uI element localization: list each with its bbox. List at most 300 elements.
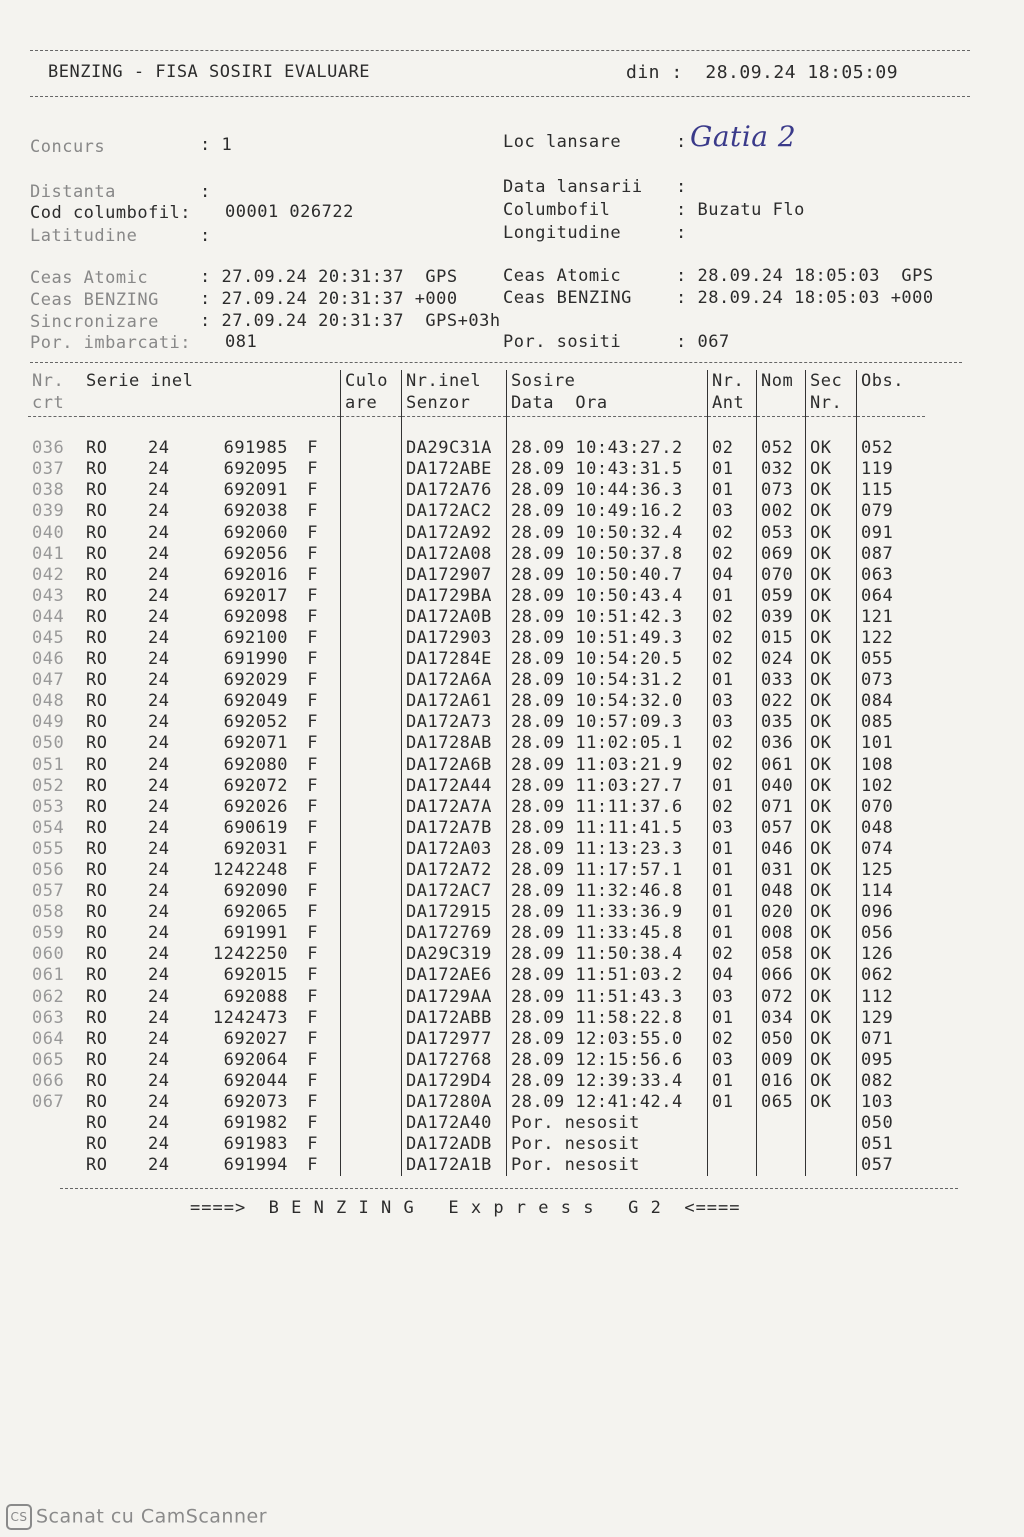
nom-cell: 071: [757, 797, 806, 818]
culoare-cell: [341, 755, 402, 776]
culoare-cell: [341, 1092, 402, 1113]
ring-year: 24: [148, 459, 170, 480]
ring-series: [82, 586, 341, 607]
table-row: [28, 1029, 925, 1050]
ant-cell: 01: [708, 881, 757, 902]
culoare-cell: [341, 586, 402, 607]
row-number: 054: [32, 817, 65, 838]
senzor-cell: DA172AE6: [402, 965, 507, 986]
row-number: 065: [32, 1049, 65, 1070]
ring-year: 24: [148, 585, 170, 606]
ring-sex: F: [307, 902, 318, 923]
row-number: 048: [32, 691, 65, 712]
ant-cell: 02: [708, 649, 757, 670]
ring-series: [82, 649, 341, 670]
row-number: 066: [32, 1070, 65, 1091]
ring-sex: F: [307, 1092, 318, 1113]
nom-cell: 015: [757, 628, 806, 649]
ring-sex: F: [307, 923, 318, 944]
culoare-cell: [341, 628, 402, 649]
sosire-cell: 28.09 10:50:32.4: [507, 522, 708, 543]
nom-cell: 016: [757, 1071, 806, 1092]
ring-series: [82, 480, 341, 501]
ring-year: 24: [148, 733, 170, 754]
obs-cell: 125: [857, 860, 926, 881]
table-row: [28, 544, 925, 565]
sec-cell: OK: [806, 1029, 857, 1050]
ring-sex: F: [307, 775, 318, 796]
ring-series: [82, 860, 341, 881]
ring-series: [82, 628, 341, 649]
table-row: [28, 1071, 925, 1092]
ring-year: 24: [148, 712, 170, 733]
ring-series: [82, 1155, 341, 1176]
ceas-benzing-label: Ceas BENZING: [30, 290, 159, 310]
ring-sex: F: [307, 585, 318, 606]
obs-cell: 126: [857, 944, 926, 965]
sec-cell: OK: [806, 1008, 857, 1029]
header-dash-line: [30, 96, 970, 97]
table-row: [28, 480, 925, 501]
ring-sex: F: [307, 1070, 318, 1091]
ring-country: RO: [86, 480, 108, 501]
ring-year: 24: [148, 902, 170, 923]
culoare-cell: [341, 1155, 402, 1176]
culoare-cell: [341, 607, 402, 628]
loc-lansare-label: Loc lansare: [503, 132, 622, 152]
ant-cell: 03: [708, 501, 757, 522]
table-row: [28, 860, 925, 881]
row-number: 040: [32, 522, 65, 543]
ant-cell: 02: [708, 607, 757, 628]
sosire-cell: Por. nesosit: [507, 1113, 708, 1134]
ring-year: 24: [148, 501, 170, 522]
ring-sex: F: [307, 965, 318, 986]
culoare-cell: [341, 1050, 402, 1071]
ring-number: 692072: [223, 775, 288, 796]
sosire-cell: 28.09 10:54:20.5: [507, 649, 708, 670]
senzor-cell: DA172A61: [402, 691, 507, 712]
sec-cell: OK: [806, 649, 857, 670]
ant-cell: 01: [708, 1092, 757, 1113]
columbofil-value: : Buzatu Flo: [676, 200, 805, 220]
ring-year: 24: [148, 1134, 170, 1155]
ring-country: RO: [86, 1134, 108, 1155]
sec-cell: [806, 1155, 857, 1176]
row-number: 043: [32, 585, 65, 606]
ring-country: RO: [86, 1070, 108, 1091]
obs-cell: 082: [857, 1071, 926, 1092]
ant-cell: 01: [708, 923, 757, 944]
ring-year: 24: [148, 796, 170, 817]
table-row: [28, 755, 925, 776]
imbarcati-value: 081: [225, 332, 258, 352]
culoare-cell: [341, 522, 402, 543]
obs-cell: 079: [857, 501, 926, 522]
ring-number: 692100: [223, 627, 288, 648]
culoare-cell: [341, 923, 402, 944]
distanta-value: :: [200, 182, 211, 202]
senzor-cell: DA172A92: [402, 522, 507, 543]
data-lansarii-value: :: [676, 177, 687, 197]
table-row: [28, 839, 925, 860]
sec-cell: OK: [806, 965, 857, 986]
arrivals-body: [28, 438, 925, 1176]
row-number: 038: [32, 480, 65, 501]
ring-number: 692027: [223, 1028, 288, 1049]
ring-number: 691983: [223, 1134, 288, 1155]
senzor-cell: DA172915: [402, 902, 507, 923]
table-row: [28, 1155, 925, 1176]
col-sosire-header: Sosire Data Ora: [507, 370, 708, 417]
nom-cell: 036: [757, 733, 806, 754]
ring-year: 24: [148, 1028, 170, 1049]
ring-sex: F: [307, 1134, 318, 1155]
table-row: [28, 923, 925, 944]
ring-country: RO: [86, 860, 108, 881]
senzor-cell: DA172AC7: [402, 881, 507, 902]
culoare-cell: [341, 459, 402, 480]
ring-country: RO: [86, 1155, 108, 1176]
ring-year: 24: [148, 775, 170, 796]
ring-number: 1242248: [212, 860, 288, 881]
ring-country: RO: [86, 923, 108, 944]
ring-country: RO: [86, 902, 108, 923]
sec-cell: OK: [806, 691, 857, 712]
ring-year: 24: [148, 923, 170, 944]
ant-cell: 02: [708, 544, 757, 565]
ant-cell: [708, 1134, 757, 1155]
ring-number: 692049: [223, 691, 288, 712]
ring-sex: F: [307, 522, 318, 543]
ring-country: RO: [86, 1007, 108, 1028]
nom-cell: 020: [757, 902, 806, 923]
ring-series: [82, 501, 341, 522]
table-row: [28, 670, 925, 691]
ring-number: 692071: [223, 733, 288, 754]
ring-series: [82, 712, 341, 733]
obs-cell: 062: [857, 965, 926, 986]
ring-country: RO: [86, 670, 108, 691]
ring-number: 692017: [223, 585, 288, 606]
senzor-cell: DA172A7B: [402, 818, 507, 839]
ring-sex: F: [307, 881, 318, 902]
sec-cell: OK: [806, 438, 857, 459]
row-number: 061: [32, 965, 65, 986]
ring-series: [82, 1113, 341, 1134]
senzor-cell: DA172769: [402, 923, 507, 944]
ring-country: RO: [86, 712, 108, 733]
ring-number: 692029: [223, 670, 288, 691]
ring-country: RO: [86, 438, 108, 459]
nom-cell: 061: [757, 755, 806, 776]
ring-year: 24: [148, 754, 170, 775]
culoare-cell: [341, 987, 402, 1008]
ring-country: RO: [86, 881, 108, 902]
senzor-cell: DA172A1B: [402, 1155, 507, 1176]
row-number: 049: [32, 712, 65, 733]
ant-cell: 03: [708, 1050, 757, 1071]
sec-cell: OK: [806, 818, 857, 839]
ring-year: 24: [148, 1049, 170, 1070]
col-nr-header: Nr. crt: [32, 371, 65, 413]
ring-country: RO: [86, 1028, 108, 1049]
sosire-cell: 28.09 11:51:43.3: [507, 987, 708, 1008]
obs-cell: 101: [857, 733, 926, 754]
sosire-cell: 28.09 11:13:23.3: [507, 839, 708, 860]
ceas-benzing2-label: Ceas BENZING: [503, 288, 632, 308]
ring-sex: F: [307, 712, 318, 733]
ring-year: 24: [148, 691, 170, 712]
table-row: [28, 607, 925, 628]
row-number: 056: [32, 860, 65, 881]
senzor-cell: DA172A44: [402, 776, 507, 797]
sosire-cell: 28.09 10:57:09.3: [507, 712, 708, 733]
sec-cell: OK: [806, 860, 857, 881]
culoare-cell: [341, 565, 402, 586]
scanner-text: Scanat cu CamScanner: [36, 1505, 268, 1528]
ring-series: [82, 1029, 341, 1050]
ring-year: 24: [148, 965, 170, 986]
senzor-cell: DA29C31A: [402, 438, 507, 459]
obs-cell: 119: [857, 459, 926, 480]
ring-sex: F: [307, 1049, 318, 1070]
culoare-cell: [341, 670, 402, 691]
ring-country: RO: [86, 796, 108, 817]
senzor-cell: DA172903: [402, 628, 507, 649]
ring-year: 24: [148, 522, 170, 543]
nom-cell: [757, 1134, 806, 1155]
sec-cell: OK: [806, 459, 857, 480]
ring-year: 24: [148, 438, 170, 459]
date-label: din :: [626, 62, 683, 83]
ring-sex: F: [307, 817, 318, 838]
row-number: 059: [32, 923, 65, 944]
ring-country: RO: [86, 817, 108, 838]
ring-series: [82, 987, 341, 1008]
obs-cell: 091: [857, 522, 926, 543]
senzor-cell: DA1729AA: [402, 987, 507, 1008]
ant-cell: 04: [708, 965, 757, 986]
senzor-cell: DA1729D4: [402, 1071, 507, 1092]
ring-country: RO: [86, 522, 108, 543]
ring-sex: F: [307, 796, 318, 817]
sosire-cell: 28.09 11:51:03.2: [507, 965, 708, 986]
row-number: 036: [32, 438, 65, 459]
sosire-cell: 28.09 10:51:49.3: [507, 628, 708, 649]
sec-cell: OK: [806, 586, 857, 607]
row-number: 047: [32, 670, 65, 691]
ring-number: 692080: [223, 754, 288, 775]
table-row: [28, 797, 925, 818]
ring-series: [82, 902, 341, 923]
ant-cell: 01: [708, 670, 757, 691]
ant-cell: 03: [708, 691, 757, 712]
ant-cell: 02: [708, 628, 757, 649]
obs-cell: 115: [857, 480, 926, 501]
ring-series: [82, 459, 341, 480]
ring-year: 24: [148, 606, 170, 627]
culoare-cell: [341, 712, 402, 733]
row-number: 044: [32, 606, 65, 627]
obs-cell: 048: [857, 818, 926, 839]
row-number: [28, 1155, 82, 1176]
sosire-cell: 28.09 11:03:21.9: [507, 755, 708, 776]
ring-number: 692031: [223, 838, 288, 859]
ring-number: 692064: [223, 1049, 288, 1070]
table-row: [28, 944, 925, 965]
obs-cell: 057: [857, 1155, 926, 1176]
senzor-cell: DA172A03: [402, 839, 507, 860]
sincronizare-value: : 27.09.24 20:31:37 GPS+03h: [200, 311, 501, 331]
senzor-cell: DA172A0B: [402, 607, 507, 628]
ring-year: 24: [148, 838, 170, 859]
ring-sex: F: [307, 986, 318, 1007]
ring-year: 24: [148, 860, 170, 881]
ring-series: [82, 1071, 341, 1092]
ant-cell: 02: [708, 755, 757, 776]
ant-cell: 01: [708, 1071, 757, 1092]
ant-cell: [708, 1113, 757, 1134]
table-row: [28, 438, 925, 459]
nom-cell: 033: [757, 670, 806, 691]
camscanner-logo-icon: CS: [6, 1504, 32, 1530]
ring-number: 692052: [223, 712, 288, 733]
culoare-cell: [341, 839, 402, 860]
ring-series: [82, 1008, 341, 1029]
obs-cell: 073: [857, 670, 926, 691]
sosire-cell: 28.09 11:11:41.5: [507, 818, 708, 839]
obs-cell: 102: [857, 776, 926, 797]
row-number: 055: [32, 838, 65, 859]
nom-cell: 066: [757, 965, 806, 986]
table-row: [28, 649, 925, 670]
table-header-row: [28, 370, 925, 417]
ring-number: 692065: [223, 902, 288, 923]
culoare-cell: [341, 776, 402, 797]
ceas-benzing2-value: : 28.09.24 18:05:03 +000: [676, 288, 934, 308]
culoare-cell: [341, 797, 402, 818]
senzor-cell: DA172A72: [402, 860, 507, 881]
ant-cell: 01: [708, 776, 757, 797]
ceas-atomic-label: Ceas Atomic: [30, 268, 149, 288]
ring-series: [82, 544, 341, 565]
ceas-atomic-value: : 27.09.24 20:31:37 GPS: [200, 267, 458, 287]
row-number: 052: [32, 775, 65, 796]
ring-sex: F: [307, 501, 318, 522]
nom-cell: [757, 1155, 806, 1176]
obs-cell: 114: [857, 881, 926, 902]
senzor-cell: DA1728AB: [402, 733, 507, 754]
col-nom-header: Nom: [757, 370, 806, 417]
sosire-cell: 28.09 10:43:27.2: [507, 438, 708, 459]
date-value: 28.09.24 18:05:09: [705, 62, 899, 83]
nom-cell: 046: [757, 839, 806, 860]
row-number: 042: [32, 564, 65, 585]
senzor-cell: DA172ADB: [402, 1134, 507, 1155]
ring-series: [82, 965, 341, 986]
culoare-cell: [341, 1113, 402, 1134]
nom-cell: 052: [757, 438, 806, 459]
nom-cell: 070: [757, 565, 806, 586]
ring-year: 24: [148, 670, 170, 691]
sosire-cell: 28.09 10:49:16.2: [507, 501, 708, 522]
ring-sex: F: [307, 1155, 318, 1176]
sec-cell: OK: [806, 944, 857, 965]
ring-series: [82, 522, 341, 543]
obs-cell: 112: [857, 987, 926, 1008]
ring-number: 691982: [223, 1113, 288, 1134]
row-number: [28, 1113, 82, 1134]
nom-cell: 009: [757, 1050, 806, 1071]
obs-cell: 096: [857, 902, 926, 923]
table-row: [28, 881, 925, 902]
ring-series: [82, 733, 341, 754]
ring-number: 692038: [223, 501, 288, 522]
nom-cell: 008: [757, 923, 806, 944]
ring-year: 24: [148, 627, 170, 648]
sositi-label: Por. sositi: [503, 332, 622, 352]
ring-year: 24: [148, 944, 170, 965]
sosire-cell: 28.09 10:43:31.5: [507, 459, 708, 480]
ring-series: [82, 881, 341, 902]
culoare-cell: [341, 1008, 402, 1029]
ring-number: 691990: [223, 649, 288, 670]
culoare-cell: [341, 544, 402, 565]
obs-cell: 056: [857, 923, 926, 944]
senzor-cell: DA172AC2: [402, 501, 507, 522]
obs-cell: 085: [857, 712, 926, 733]
sositi-value: : 067: [676, 332, 730, 352]
ring-number: 692060: [223, 522, 288, 543]
sec-cell: [806, 1134, 857, 1155]
ring-year: 24: [148, 1007, 170, 1028]
ring-sex: F: [307, 480, 318, 501]
obs-cell: 074: [857, 839, 926, 860]
ring-country: RO: [86, 627, 108, 648]
ring-sex: F: [307, 627, 318, 648]
obs-cell: 129: [857, 1008, 926, 1029]
obs-cell: 095: [857, 1050, 926, 1071]
culoare-cell: [341, 860, 402, 881]
ceas-atomic2-label: Ceas Atomic: [503, 266, 622, 286]
row-number: 063: [32, 1007, 65, 1028]
culoare-cell: [341, 438, 402, 459]
culoare-cell: [341, 649, 402, 670]
senzor-cell: DA172907: [402, 565, 507, 586]
document-title: BENZING - FISA SOSIRI EVALUARE: [48, 62, 371, 82]
table-row: [28, 987, 925, 1008]
obs-cell: 055: [857, 649, 926, 670]
senzor-cell: DA172ABB: [402, 1008, 507, 1029]
ring-series: [82, 755, 341, 776]
ant-cell: 01: [708, 839, 757, 860]
table-row: [28, 902, 925, 923]
col-obs-header: Obs.: [857, 370, 926, 417]
senzor-cell: DA17280A: [402, 1092, 507, 1113]
ring-series: [82, 691, 341, 712]
nom-cell: 048: [757, 881, 806, 902]
table-row: [28, 459, 925, 480]
culoare-cell: [341, 480, 402, 501]
obs-cell: 052: [857, 438, 926, 459]
ring-number: 692026: [223, 796, 288, 817]
ring-year: 24: [148, 564, 170, 585]
nom-cell: 072: [757, 987, 806, 1008]
sec-cell: OK: [806, 987, 857, 1008]
ant-cell: 02: [708, 733, 757, 754]
obs-cell: 103: [857, 1092, 926, 1113]
